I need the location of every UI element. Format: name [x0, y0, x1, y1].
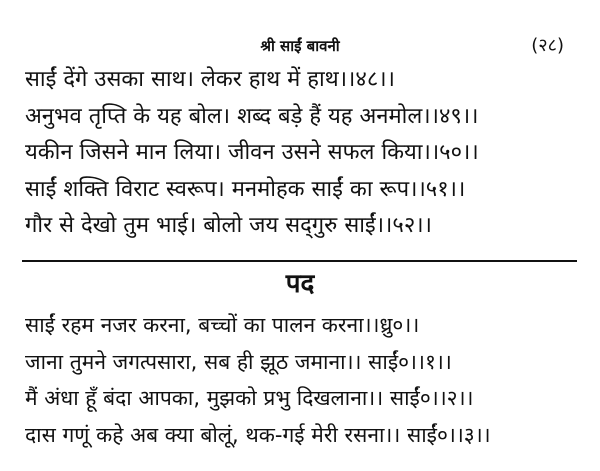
verse-line: यकीन जिसने मान लिया। जीवन उसने सफल किया।।५०।। — [25, 140, 479, 165]
page-header — [0, 34, 600, 58]
verse-line: अनुभव तृप्ति के यह बोल। शब्द बड़े हैं यह अनमोल।।४९।। — [25, 103, 479, 129]
section-heading: पद — [285, 269, 315, 299]
pada-block — [25, 307, 585, 453]
running-title: श्री साईं बावनी — [260, 37, 340, 55]
verse-line: गौर से देखो तुम भाई। बोलो जय सद्‌गुरु साईं।।५२।। — [25, 213, 432, 238]
page-number: (२८) — [531, 35, 564, 56]
pada-line: साईं रहम नजर करना, बच्चों का पालन करना।।ध्रु०।। — [25, 313, 420, 337]
pada-line: दास गणूं कहे अब क्या बोलूं, थक-गई मेरी रसना।। साईं०।।३।। — [25, 422, 491, 447]
pada-line: जाना तुमने जगत्पसारा, सब ही झूठ जमाना।। साईं०।।१।। — [25, 349, 452, 374]
verse-block — [25, 62, 585, 245]
verse-line: साईं शक्ति विराट स्वरूप। मनमोहक साईं का रूप।।५१।। — [25, 176, 466, 202]
pada-line: मैं अंधा हूँ बंदा आपका, मुझको प्रभु दिखलाना।। साईं०।।२।। — [25, 386, 474, 410]
section-divider — [22, 260, 577, 262]
verse-line: साईं देंगे उसका साथ। लेकर हाथ में हाथ।।४८।। — [25, 67, 395, 92]
